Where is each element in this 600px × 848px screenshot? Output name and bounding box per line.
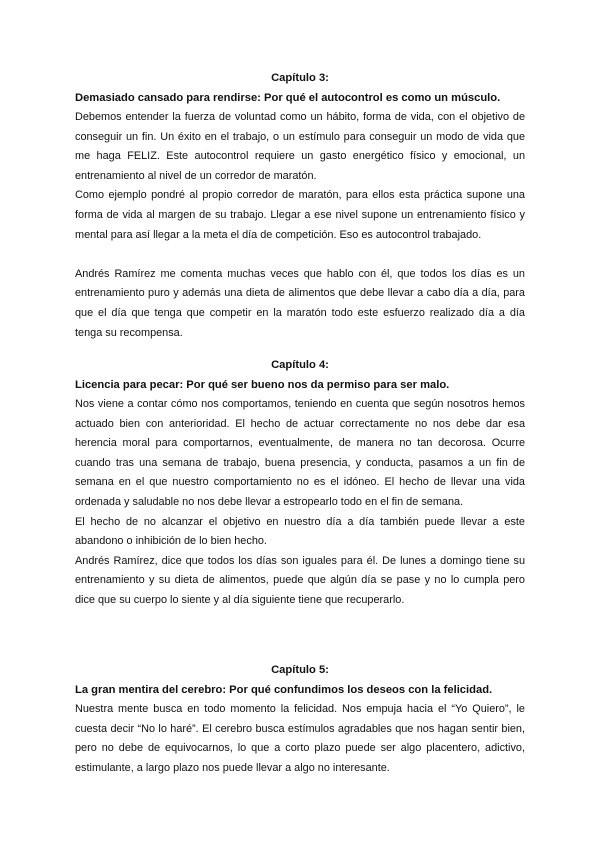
paragraph: Nuestra mente busca en todo momento la felicidad. Nos empuja hacia el “Yo Quiero”, le cuesta decir “No lo haré”. El cerebro busca estímulos agradables que nos hagan sentir bien, pero no debe de equivocarnos, lo que a corto plazo puede ser algo placentero, adictivo, estimulante, a largo plazo nos puede llevar a algo no interesante. (75, 703, 525, 774)
chapter-subtitle: Demasiado cansado para rendirse: Por qué el autocontrol es como un músculo. (75, 92, 501, 104)
chapter-heading: Capítulo 5: (271, 664, 329, 676)
chapter-subtitle: La gran mentira del cerebro: Por qué confundimos los deseos con la felicidad. (75, 684, 493, 696)
chapter-3 (75, 68, 525, 343)
chapter-heading: Capítulo 4: (271, 359, 329, 371)
chapter-subtitle: Licencia para pecar: Por qué ser bueno nos da permiso para ser malo. (75, 379, 450, 391)
paragraph: El hecho de no alcanzar el objetivo en nuestro día a día también puede llevar a este abandono o inhibición de lo bien hecho. (75, 515, 525, 548)
paragraph: Andrés Ramírez me comenta muchas veces que hablo con él, que todos los días es un entrenamiento puro y además una dieta de alimentos que debe llevar a cabo día a día, para que el día que tenga que competir en la maratón todo este esfuerzo realizado día a día tenga su recompensa. (75, 267, 525, 339)
blank-line (75, 245, 525, 265)
paragraph: Debemos entender la fuerza de voluntad como un hábito, forma de vida, con el objetivo de conseguir un fin. Un éxito en el trabajo, o un estímulo para conseguir un modo de vida que me haga FELIZ. Este autocontrol requiere un gasto energético físico y emocional, un entrenamiento al nivel de un corredor de maratón. (75, 111, 525, 182)
chapter-heading: Capítulo 3: (271, 72, 329, 84)
paragraph: Nos viene a contar cómo nos comportamos, teniendo en cuenta que según nosotros hemos actuado bien con anterioridad. El hecho de actuar correctamente no nos debe dar esa herencia moral para comportarnos, eventualmente, de manera no tan decorosa. Ocurre cuando tras una semana de trabajo, buena presencia, y conducta, pasamos a un fin de semana en el que nuestro comportamiento no es el idóneo. El hecho de llevar una vida ordenada y saludable no nos debe llevar a estropearlo todo en el fin de semana. (75, 398, 525, 508)
paragraph: Andrés Ramírez, dice que todos los días son iguales para él. De lunes a domingo tiene su entrenamiento y su dieta de alimentos, puede que algún día se pase y no lo cumpla pero dice que su cuerpo lo siente y al día siguiente tiene que recuperarlo. (75, 554, 525, 606)
chapter-4 (75, 355, 525, 611)
chapter-5 (75, 660, 525, 778)
paragraph: Como ejemplo pondré al propio corredor de maratón, para ellos esta práctica supone una forma de vida al margen de su trabajo. Llegar a ese nivel supone un entrenamiento físico y mental para así llegar a la meta el día de competición. Eso es autocontrol trabajado. (75, 189, 525, 241)
